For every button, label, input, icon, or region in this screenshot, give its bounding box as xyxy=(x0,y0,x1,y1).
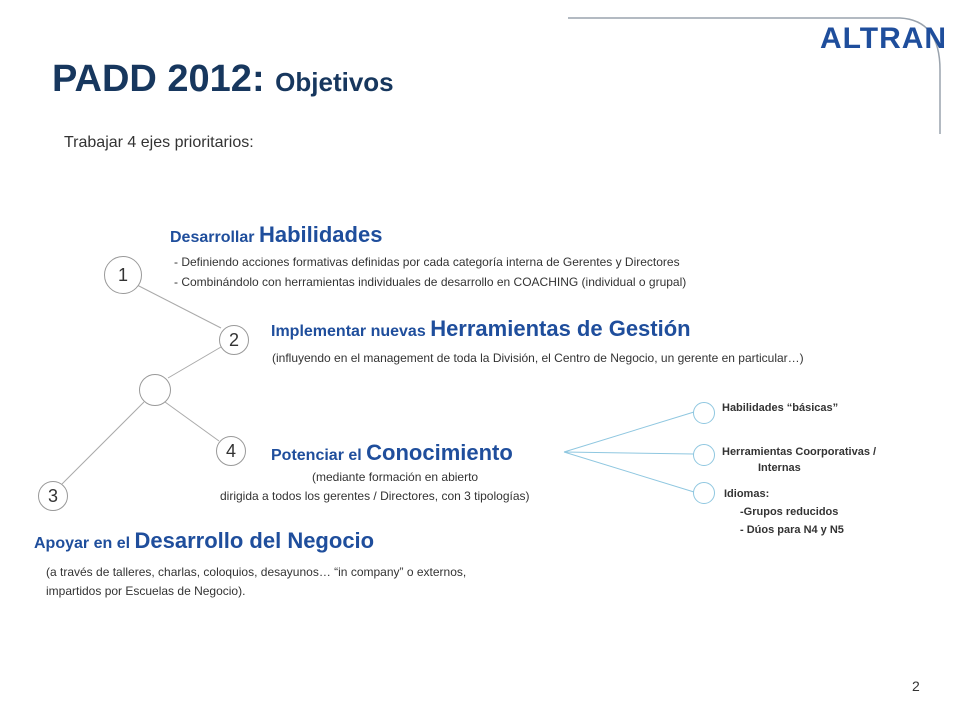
node-4: 4 xyxy=(216,436,246,466)
edge-4-leaf1 xyxy=(564,412,694,452)
axis-2-line-1: (influyendo en el management de toda la División, el Centro de Negocio, un gerente en particular…) xyxy=(272,351,804,365)
axis-3-prefix: Apoyar en el xyxy=(34,535,131,552)
page-title xyxy=(52,58,394,101)
axis-2-prefix: Implementar nuevas xyxy=(271,323,426,340)
axis-4-title xyxy=(271,440,513,466)
node-1: 1 xyxy=(104,256,142,294)
leaf-2-line-1: Herramientas Coorporativas / xyxy=(722,446,877,458)
axis-1-main: Habilidades xyxy=(258,222,383,247)
altran-logo: ALTRAN xyxy=(820,22,948,55)
page-number: 2 xyxy=(912,678,920,694)
leaf-1-label: Habilidades “básicas” xyxy=(722,402,839,414)
axis-4-line-2: dirigida a todos los gerentes / Directores, con 3 tipologías) xyxy=(220,489,530,503)
edge-2-hub xyxy=(168,347,221,378)
axis-3-title xyxy=(34,528,374,554)
axis-3-line-1: (a través de talleres, charlas, coloquios, desayunos… “in company” o externos, xyxy=(46,565,467,579)
node-3: 3 xyxy=(38,481,68,511)
leaf-3-sub-1: -Grupos reducidos xyxy=(740,506,839,518)
node-hub xyxy=(139,374,171,406)
leaf-circle-3 xyxy=(693,482,715,504)
axis-1-line-1: - Definiendo acciones formativas definidas por cada categoría interna de Gerentes y Directores xyxy=(174,255,680,269)
node-2: 2 xyxy=(219,325,249,355)
title-main: PADD 2012: xyxy=(52,58,265,100)
leaf-circle-2 xyxy=(693,444,715,466)
axis-3-line-2: impartidos por Escuelas de Negocio). xyxy=(46,584,246,598)
leaf-2-line-2: Internas xyxy=(758,462,801,474)
leaf-3-sub-2: - Dúos para N4 y N5 xyxy=(740,524,844,536)
axis-2-main: Herramientas de Gestión xyxy=(430,316,691,341)
leaf-circle-1 xyxy=(693,402,715,424)
leaf-3-label: Idiomas: xyxy=(724,488,770,500)
axis-1-prefix: Desarrollar xyxy=(170,229,255,246)
edge-hub-4 xyxy=(165,402,219,441)
axis-1-line-2: - Combinándolo con herramientas individuales de desarrollo en COACHING (individual o grupal) xyxy=(174,275,687,289)
axis-3-main: Desarrollo del Negocio xyxy=(134,528,375,553)
axis-2-title xyxy=(271,316,691,342)
axis-4-line-1: (mediante formación en abierto xyxy=(312,470,479,484)
edge-hub-3 xyxy=(62,402,144,484)
axis-4-main: Conocimiento xyxy=(366,440,513,465)
intro-text: Trabajar 4 ejes prioritarios: xyxy=(64,134,254,151)
title-sub: Objetivos xyxy=(275,67,394,97)
axis-1-title xyxy=(170,222,382,248)
edge-4-leaf3 xyxy=(564,452,694,492)
edge-4-leaf2 xyxy=(564,452,694,454)
axis-4-prefix: Potenciar el xyxy=(271,447,362,464)
